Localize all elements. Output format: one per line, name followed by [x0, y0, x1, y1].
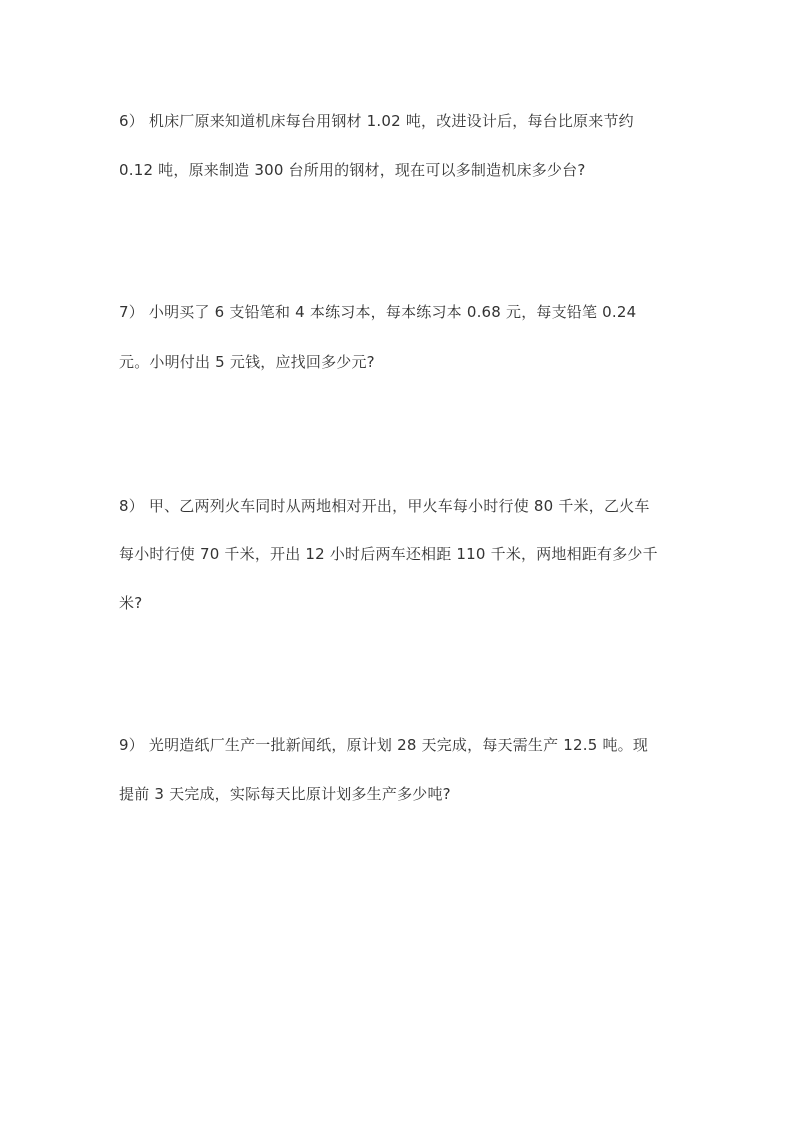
problem-9-line-1: 9） 光明造纸厂生产一批新闻纸，原计划 28 天完成，每天需生产 12.5 吨。现	[119, 736, 649, 754]
problem-6-line-1: 6） 机床厂原来知道机床每台用钢材 1.02 吨，改进设计后，每台比原来节约	[119, 112, 634, 130]
problem-7-line-1: 7） 小明买了 6 支铅笔和 4 本练习本，每本练习本 0.68 元，每支铅笔 0.24	[119, 303, 637, 321]
problem-9-line-2: 提前 3 天完成，实际每天比原计划多生产多少吨?	[119, 785, 451, 803]
problem-6-line-2: 0.12 吨，原来制造 300 台所用的钢材，现在可以多制造机床多少台?	[119, 161, 586, 179]
problem-8-line-3: 米?	[119, 594, 143, 612]
problem-7-line-2: 元。小明付出 5 元钱，应找回多少元?	[119, 353, 375, 371]
problem-8-line-2: 每小时行使 70 千米，开出 12 小时后两车还相距 110 千米，两地相距有多少千	[119, 545, 658, 563]
problem-8-line-1: 8） 甲、乙两列火车同时从两地相对开出，甲火车每小时行使 80 千米，乙火车	[119, 497, 650, 515]
